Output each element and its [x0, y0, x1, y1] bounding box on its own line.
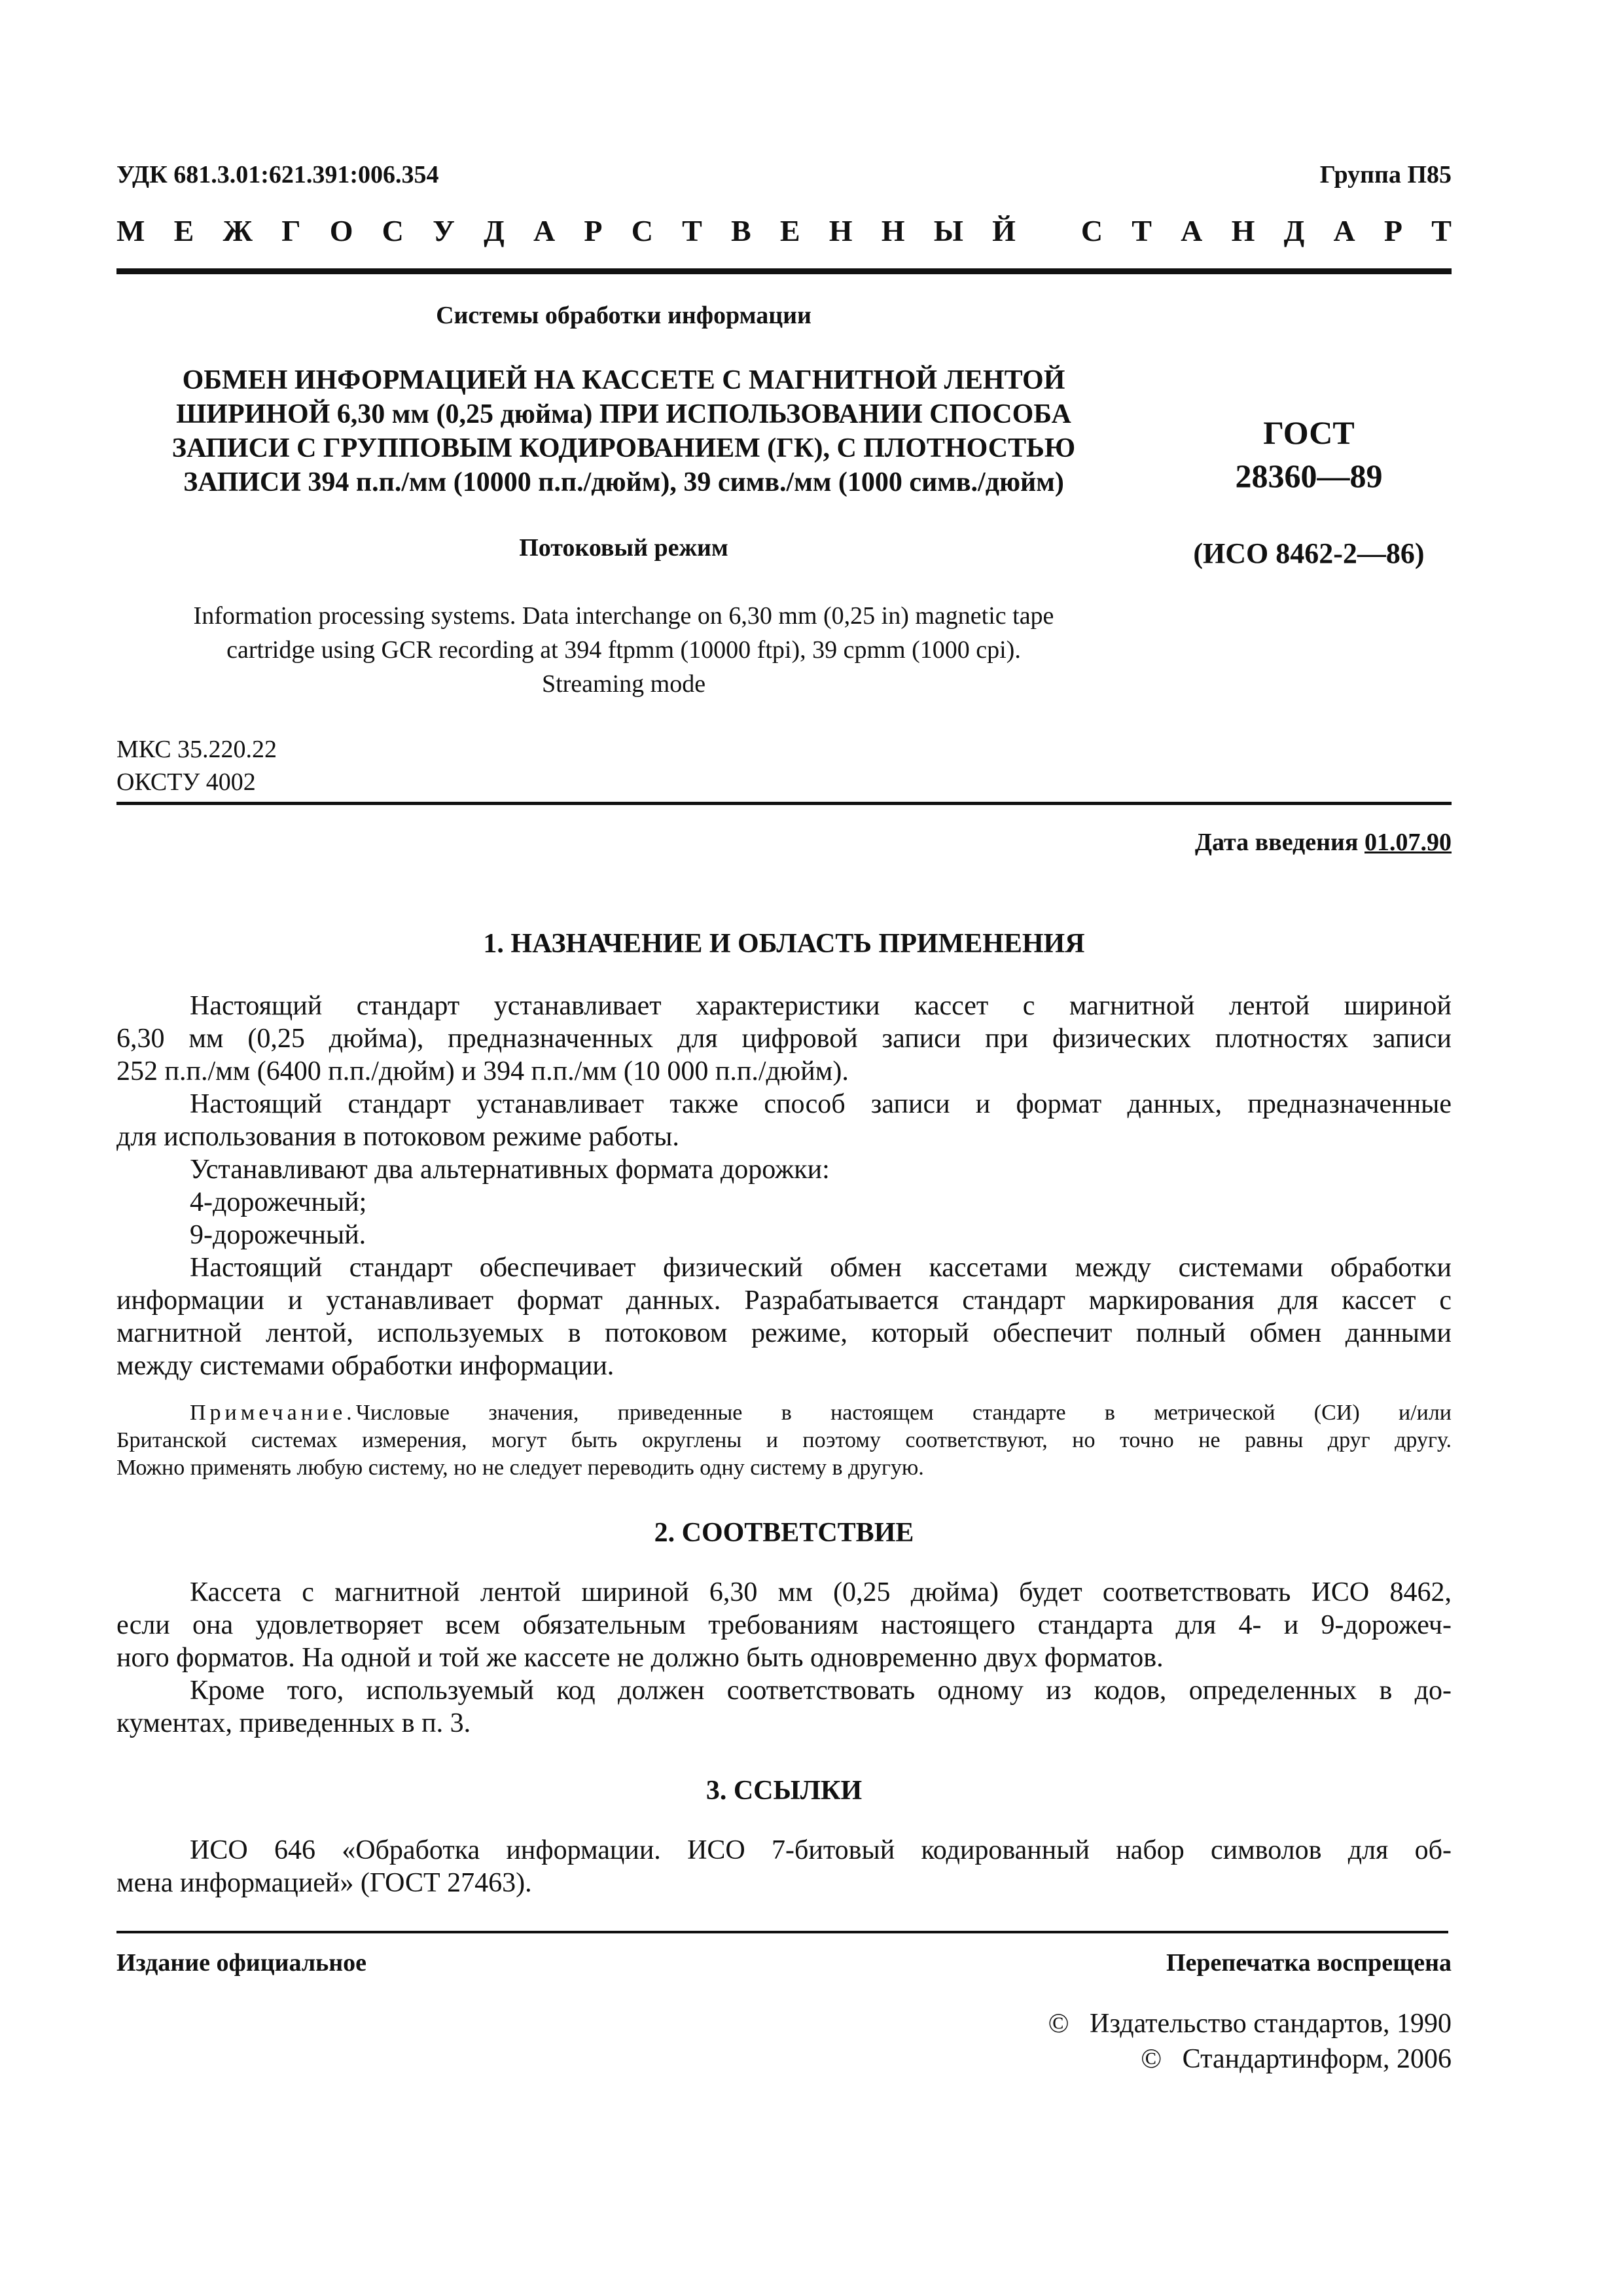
section-1-heading: 1. НАЗНАЧЕНИЕ И ОБЛАСТЬ ПРИМЕНЕНИЯ [483, 929, 1085, 959]
interstate-letter: Д [484, 214, 505, 247]
text-line: магнитной лентой, используемых в потоковом режиме, который обеспечит полный обмен данными [116, 1318, 1452, 1348]
interstate-letter: С [382, 214, 404, 247]
section-1-paragraph-4 [116, 1186, 1452, 1219]
text-line: кументах, приведенных в п. 3. [116, 1708, 471, 1738]
interstate-letter: Д [1283, 214, 1305, 247]
text-line: между системами обработки информации. [116, 1351, 615, 1381]
interstate-letter: А [533, 214, 556, 247]
text-line: 4-дорожечный; [190, 1187, 367, 1217]
udk-code: УДК 681.3.01:621.391:006.354 [116, 161, 439, 188]
section-1-paragraph-3 [116, 1153, 1452, 1186]
interstate-letter: Н [881, 214, 905, 247]
text-line: информации и устанавливает формат данных. Разрабатывается стандарт маркирования для кассет с [116, 1285, 1452, 1316]
text-line: Устанавливают два альтернативных формата дорожки: [190, 1155, 830, 1185]
interstate-letter: Й [992, 214, 1016, 247]
section-1-paragraph-1 [116, 990, 1452, 1088]
interstate-letter: С [631, 214, 653, 247]
note-line-3: Можно применять любую систему, но не следует переводить одну систему в другую. [116, 1456, 924, 1480]
interstate-letter: Ы [933, 214, 963, 247]
iso-reference: (ИСО 8462-2—86) [1193, 537, 1425, 569]
interstate-letter: О [329, 214, 353, 247]
intro-date-label: Дата введения [1194, 829, 1359, 856]
header-rule [116, 268, 1452, 274]
text-line: мена информацией» (ГОСТ 27463). [116, 1868, 532, 1898]
subject-heading: Системы обработки информации [436, 302, 812, 329]
section-1-paragraph-5 [116, 1219, 1452, 1251]
english-title-line-1: Information processing systems. Data interchange on 6,30 mm (0,25 in) magnetic tape [193, 602, 1054, 630]
mks-code: МКС 35.220.22 [116, 736, 277, 763]
text-line: ИСО 646 «Обработка информации. ИСО 7-битовый кодированный набор символов для об- [190, 1835, 1452, 1865]
text-line: Настоящий стандарт устанавливает также способ записи и формат данных, предназначенные [190, 1089, 1452, 1119]
title-line-3: ЗАПИСИ С ГРУППОВЫМ КОДИРОВАНИЕМ (ГК), С ПЛОТНОСТЬЮ [171, 433, 1076, 463]
gost-label: ГОСТ [1263, 414, 1355, 451]
copyright-icon: © [1048, 2009, 1069, 2039]
interstate-letter: Н [1231, 214, 1255, 247]
interstate-standard-heading [116, 213, 1452, 248]
classification-rule [116, 802, 1452, 805]
text-line: Кассета с магнитной лентой шириной 6,30 мм (0,25 дюйма) будет соответствовать ИСО 8462, [190, 1577, 1452, 1607]
note-label: Примечание. [190, 1401, 356, 1425]
intro-date-value: 01.07.90 [1364, 829, 1452, 856]
copyright-1 [1048, 2008, 1452, 2039]
english-title-line-3: Streaming mode [541, 670, 706, 698]
interstate-letter: Т [1132, 214, 1152, 247]
edition-note: Издание официальное [116, 1949, 367, 1977]
interstate-letter [1044, 213, 1052, 248]
interstate-letter: А [1181, 214, 1203, 247]
text-line: если она удовлетворяет всем обязательным требованиям настоящего стандарта для 4- и 9-дорожеч- [116, 1610, 1452, 1640]
intro-date [1195, 828, 1452, 857]
text-line: Кроме того, используемый код должен соответствовать одному из кодов, определенных в до- [190, 1676, 1452, 1706]
section-3-paragraph-1 [116, 1834, 1452, 1899]
interstate-letter: Ж [223, 214, 253, 247]
gost-number: 28360—89 [1235, 457, 1383, 494]
section-1-note [116, 1399, 1452, 1482]
interstate-letter: Т [1431, 214, 1452, 247]
text-line: 252 п.п./мм (6400 п.п./дюйм) и 394 п.п./мм (10 000 п.п./дюйм). [116, 1056, 849, 1086]
section-3-heading: 3. ССЫЛКИ [705, 1776, 863, 1806]
text-line: 6,30 мм (0,25 дюйма), предназначенных для цифровой записи при физических плотностях записи [116, 1024, 1452, 1054]
interstate-letter: Т [682, 214, 702, 247]
interstate-letter: Н [829, 214, 853, 247]
copyright-1-text: Издательство стандартов, 1990 [1090, 2009, 1452, 2039]
interstate-letter: В [731, 214, 751, 247]
reprint-note: Перепечатка воспрещена [1166, 1949, 1452, 1977]
classification-codes [116, 733, 277, 798]
footer-rule [116, 1931, 1448, 1933]
copyright-icon: © [1141, 2044, 1162, 2074]
text-line: Настоящий стандарт устанавливает характеристики кассет с магнитной лентой шириной [190, 991, 1452, 1021]
mode-ru: Потоковый режим [519, 534, 728, 562]
text-line: ного форматов. На одной и той же кассете не должно быть одновременно двух форматов. [116, 1643, 1164, 1673]
interstate-letter: У [433, 214, 455, 247]
interstate-letter: С [1080, 214, 1103, 247]
note-line-2: Британской системах измерения, могут быть округлены и поэтому соответствуют, но точно не равны друг другу. [116, 1428, 1452, 1452]
interstate-letter: Р [1383, 214, 1402, 247]
interstate-letter: М [116, 214, 145, 247]
interstate-letter: А [1333, 214, 1355, 247]
interstate-letter: Г [281, 214, 301, 247]
title-line-4: ЗАПИСИ 394 п.п./мм (10000 п.п./дюйм), 39 симв./мм (1000 симв./дюйм) [183, 467, 1064, 497]
section-2-heading: 2. СООТВЕТСТВИЕ [654, 1518, 914, 1548]
copyright-2 [1141, 2043, 1452, 2075]
section-2-paragraph-1 [116, 1576, 1452, 1674]
section-2-paragraph-2 [116, 1674, 1452, 1740]
text-line: для использования в потоковом режиме работы. [116, 1122, 679, 1152]
section-1-paragraph-6 [116, 1251, 1452, 1382]
title-line-1: ОБМЕН ИНФОРМАЦИЕЙ НА КАССЕТЕ С МАГНИТНОЙ ЛЕНТОЙ [182, 365, 1065, 395]
note-text-1: Числовые значения, приведенные в настоящем стандарте в метрической (СИ) и/или [355, 1401, 1452, 1425]
title-line-2: ШИРИНОЙ 6,30 мм (0,25 дюйма) ПРИ ИСПОЛЬЗОВАНИИ СПОСОБА [176, 399, 1071, 429]
english-title-line-2: cartridge using GCR recording at 394 ftpmm (10000 ftpi), 39 cpmm (1000 cpi). [226, 636, 1021, 664]
text-line: 9-дорожечный. [190, 1220, 366, 1250]
english-title [116, 599, 1131, 701]
interstate-letter: Р [584, 214, 603, 247]
section-1-paragraph-2 [116, 1088, 1452, 1153]
standard-title [116, 363, 1131, 499]
group-code: Группа П85 [1319, 161, 1452, 188]
okstu-code: ОКСТУ 4002 [116, 768, 256, 796]
interstate-letter: Е [173, 214, 194, 247]
copyright-2-text: Стандартинформ, 2006 [1182, 2044, 1452, 2074]
gost-designation [1152, 411, 1466, 497]
interstate-letter: Е [779, 214, 800, 247]
note-line-1 [116, 1399, 1452, 1427]
text-line: Настоящий стандарт обеспечивает физический обмен кассетами между системами обработки [190, 1253, 1452, 1283]
